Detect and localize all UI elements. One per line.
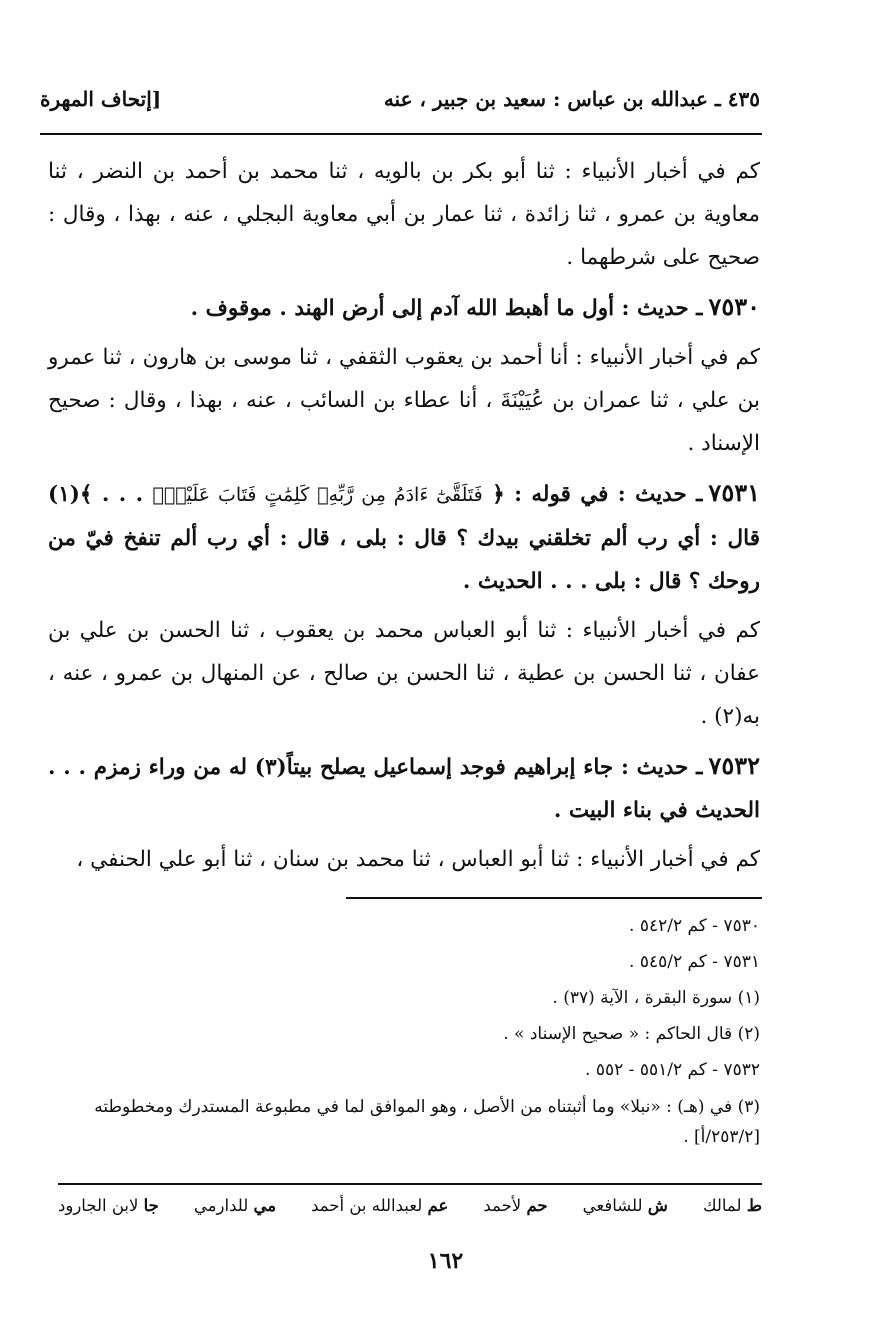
hadith-text: ـ حديث : أول ما أهبط الله آدم إلى أرض الهند . موقوف . — [190, 296, 703, 321]
abbrev-item: جا لابن الجارود — [58, 1196, 159, 1215]
hadith-7531 — [48, 471, 760, 603]
header-rule — [40, 133, 762, 135]
hadith-text: . . . ﴾(١) قال : أي رب ألم تخلقني بيدك ؟ قال : بلى ، قال : أي رب ألم تنفخ فيّ من روحك ؟ قال : بلى . . . الحديث . — [48, 482, 760, 594]
abbrev-item: مي للدارمي — [193, 1196, 277, 1215]
footnote: ٧٥٣١ - كم ٥٤٥/٢ . — [629, 952, 760, 972]
source-paragraph: كم في أخبار الأنبياء : ثنا أبو العباس محمد بن يعقوب ، ثنا الحسن بن علي بن عفان ، ثنا الحسن بن عطية ، ثنا الحسن بن صالح ، عن المنهال بن عمرو ، عنه ، به(٢) . — [48, 618, 760, 729]
hadith-number: ٧٥٣١ — [708, 478, 760, 507]
abbrev-item: عم لعبدالله بن أحمد — [311, 1196, 449, 1215]
abbreviation-rule — [58, 1183, 762, 1185]
hadith-7532 — [48, 744, 760, 832]
page-number: ١٦٢ — [427, 1248, 464, 1274]
footnotes — [48, 908, 760, 1152]
abbrev-item: ش للشافعي — [582, 1196, 668, 1215]
footnote: ٧٥٣٠ - كم ٥٤٢/٢ . — [629, 916, 760, 936]
hadith-text: ـ حديث : جاء إبراهيم فوجد إسماعيل يصلح بيتاً(٣) له من وراء زمزم . . . الحديث في بناء البيت . — [48, 755, 760, 823]
source-paragraph: كم في أخبار الأنبياء : ثنا أبو بكر بن بالويه ، ثنا محمد بن أحمد بن النضر ، ثنا معاوية بن عمرو ، ثنا زائدة ، ثنا عمار بن أبي معاوية البجلي ، عنه ، بهذا ، وقال : صحيح على شرطهما . — [48, 159, 760, 270]
quran-verse: فَتَلَقَّىٰٓ ءَادَمُ مِن رَّبِّهِۦ كَلِمَٰتٍ فَتَابَ عَلَيْهِۚ — [152, 484, 483, 506]
main-text — [48, 150, 760, 887]
hadith-7530 — [48, 285, 760, 330]
book-title: [إتحاف المهرة — [40, 87, 162, 111]
hadith-number: ٧٥٣٢ — [708, 751, 760, 780]
source-paragraph: كم في أخبار الأنبياء : أنا أحمد بن يعقوب الثقفي ، ثنا موسى بن هارون ، ثنا عمرو بن علي ، ثنا عمران بن عُيَيْنَةَ ، أنا عطاء بن السائب ، عنه ، بهذا ، وقال : صحيح الإسناد . — [48, 345, 760, 456]
footnote: (٢) قال الحاكم : « صحيح الإسناد » . — [503, 1024, 760, 1044]
running-header — [40, 82, 760, 116]
abbrev-item: حم لأحمد — [483, 1196, 548, 1215]
hadith-text: ـ حديث : في قوله : ﴿ — [492, 482, 703, 507]
footnote: ٧٥٣٢ - كم ٥٥١/٢ - ٥٥٢ . — [585, 1060, 760, 1080]
footnote: (١) سورة البقرة ، الآية (٣٧) . — [552, 988, 760, 1008]
source-paragraph: كم في أخبار الأنبياء : ثنا أبو العباس ، ثنا محمد بن سنان ، ثنا أبو علي الحنفي ، — [76, 847, 760, 872]
hadith-number: ٧٥٣٠ — [708, 292, 760, 321]
abbrev-item: ط لمالك — [702, 1196, 762, 1215]
footnote-rule — [346, 897, 762, 899]
chapter-heading: ٤٣٥ ـ عبدالله بن عباس : سعيد بن جبير ، عنه — [383, 87, 760, 111]
abbreviation-key — [58, 1196, 762, 1215]
footnote: (٣) في (هـ) : «نبلا» وما أثبتناه من الأصل ، وهو الموافق لما في مطبوعة المستدرك ومخطوطته [٢٥٣/٢/أ] . — [94, 1097, 760, 1147]
